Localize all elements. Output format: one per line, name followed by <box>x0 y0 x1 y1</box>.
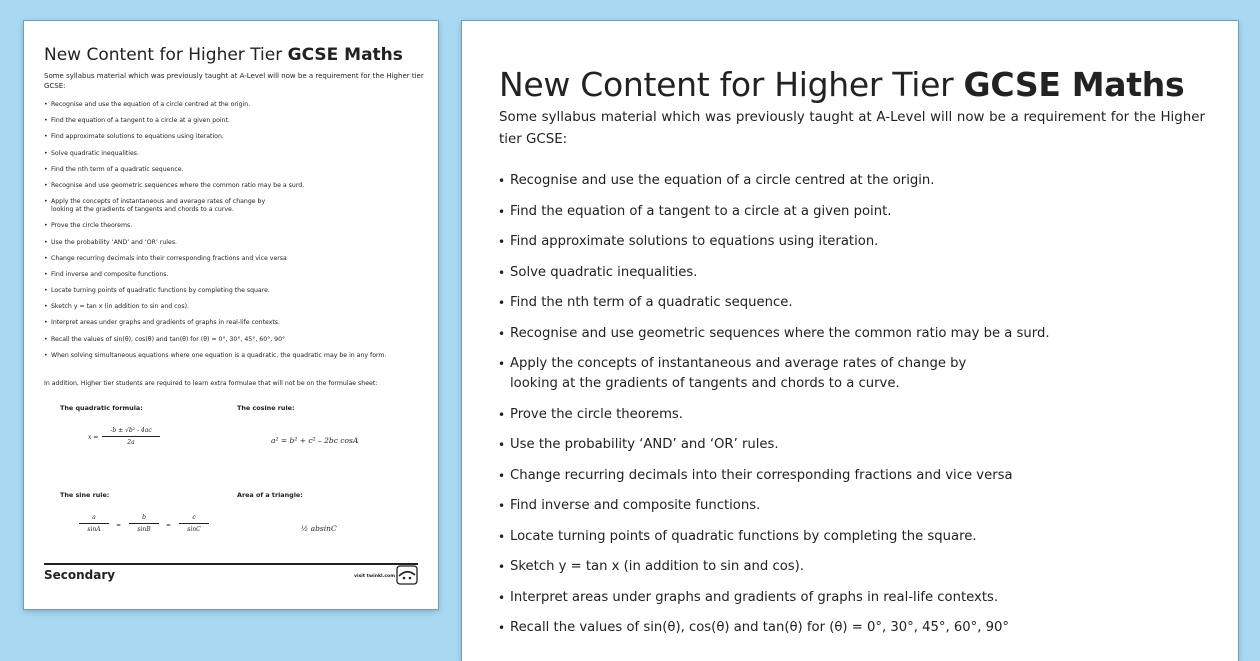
list-item: • Solve quadratic inequalities. <box>498 263 1208 283</box>
list-item: • Recall the values of sin(θ), cos(θ) and tan(θ) for (θ) = 0°, 30°, 45°, 60°, 90° <box>498 618 1208 638</box>
quadratic-lhs: x = <box>88 434 99 441</box>
sine-fraction-b: $\frac{b}{\sin B}$ <box>129 514 159 533</box>
list-item: • Find the equation of a tangent to a circle at a given point. <box>44 117 429 125</box>
list-item: • When solving simultaneous equations where one equation is a quadratic, the quadratic may be in any form. <box>44 352 429 360</box>
list-item: • Find approximate solutions to equations using iteration. <box>44 133 429 141</box>
list-item: • Find inverse and composite functions. <box>498 496 1208 516</box>
list-item: • Recognise and use the equation of a circle centred at the origin. <box>44 101 429 109</box>
list-item: • Find the nth term of a quadratic sequence. <box>498 293 1208 313</box>
cosine-rule-expression: a² = b² + c² – 2bc cosA <box>271 436 359 445</box>
thumb-content-list <box>44 101 429 368</box>
sine-rule-label: The sine rule: <box>60 491 110 499</box>
quadratic-numerator: -b ± √b² - 4ac <box>102 427 160 437</box>
list-item: • Locate turning points of quadratic functions by completing the square. <box>44 287 429 295</box>
footer-divider <box>44 563 418 565</box>
list-item: • Recall the values of sin(θ), cos(θ) and tan(θ) for (θ) = 0°, 30°, 45°, 60°, 90° <box>44 336 429 344</box>
quadratic-formula-label: The quadratic formula: <box>60 404 143 412</box>
list-item: • Recognise and use geometric sequences where the common ratio may be a surd. <box>44 182 429 190</box>
list-item: • Interpret areas under graphs and gradients of graphs in real-life contexts. <box>44 319 429 327</box>
area-triangle-label: Area of a triangle: <box>237 491 303 499</box>
cosine-rule-label: The cosine rule: <box>237 404 295 412</box>
area-triangle-expression: ½ absinC <box>301 524 337 533</box>
list-item: • Prove the circle theorems. <box>44 222 429 230</box>
main-page[interactable] <box>462 21 1238 661</box>
list-item: • Recognise and use the equation of a circle centred at the origin. <box>498 171 1208 191</box>
quadratic-fraction <box>102 427 160 446</box>
list-item: • Use the probability ‘AND’ and ‘OR’ rules. <box>44 239 429 247</box>
thumb-addition-note: In addition, Higher tier students are required to learn extra formulae that will not be on the formulae sheet: <box>44 380 378 387</box>
thumbnail-page[interactable] <box>24 21 438 609</box>
list-item: • Change recurring decimals into their corresponding fractions and vice versa <box>44 255 429 263</box>
list-item: • Locate turning points of quadratic functions by completing the square. <box>498 527 1208 547</box>
list-item: • Sketch y = tan x (in addition to sin and cos). <box>498 557 1208 577</box>
list-item: • Recognise and use geometric sequences where the common ratio may be a surd. <box>498 324 1208 344</box>
thumb-title: New Content for Higher Tier GCSE Maths <box>44 45 403 65</box>
list-item: • Find the equation of a tangent to a circle at a given point. <box>498 202 1208 222</box>
sine-fraction-c: $\frac{c}{\sin C}$ <box>179 514 209 533</box>
twinkl-logo-icon <box>396 564 418 586</box>
equals-sign: = <box>116 522 122 529</box>
footer-label: Secondary <box>44 568 116 582</box>
sine-fraction-a: $\frac{a}{\sin A}$ <box>79 514 109 533</box>
list-item: • Change recurring decimals into their corresponding fractions and vice versa <box>498 466 1208 486</box>
page-intro: Some syllabus material which was previously taught at A-Level will now be a requirement for the Higher tier GCSE: <box>499 110 1205 147</box>
list-item: • Find the nth term of a quadratic sequence. <box>44 166 429 174</box>
list-item: • Interpret areas under graphs and gradients of graphs in real-life contexts. <box>498 588 1208 608</box>
list-item: • Apply the concepts of instantaneous and average rates of change by looking at the gradients of tangents and chords to a curve. <box>44 198 429 214</box>
quadratic-denominator: 2a <box>127 439 135 446</box>
list-item: • Find approximate solutions to equations using iteration. <box>498 232 1208 252</box>
page-title: New Content for Higher Tier GCSE Maths <box>499 65 1185 104</box>
footer-site: visit twinkl.com <box>354 574 395 579</box>
list-item: • Sketch y = tan x (in addition to sin and cos). <box>44 303 429 311</box>
content-list <box>498 171 1208 649</box>
list-item: • Use the probability ‘AND’ and ‘OR’ rules. <box>498 435 1208 455</box>
list-item: • Find inverse and composite functions. <box>44 271 429 279</box>
list-item: • Prove the circle theorems. <box>498 405 1208 425</box>
equals-sign: = <box>166 522 172 529</box>
thumb-intro: Some syllabus material which was previously taught at A-Level will now be a requirement for the Higher tier GCSE: <box>44 72 424 90</box>
list-item: • Apply the concepts of instantaneous and average rates of change by looking at the gradients of tangents and chords to a curve. <box>498 354 1208 394</box>
list-item: • Solve quadratic inequalities. <box>44 150 429 158</box>
